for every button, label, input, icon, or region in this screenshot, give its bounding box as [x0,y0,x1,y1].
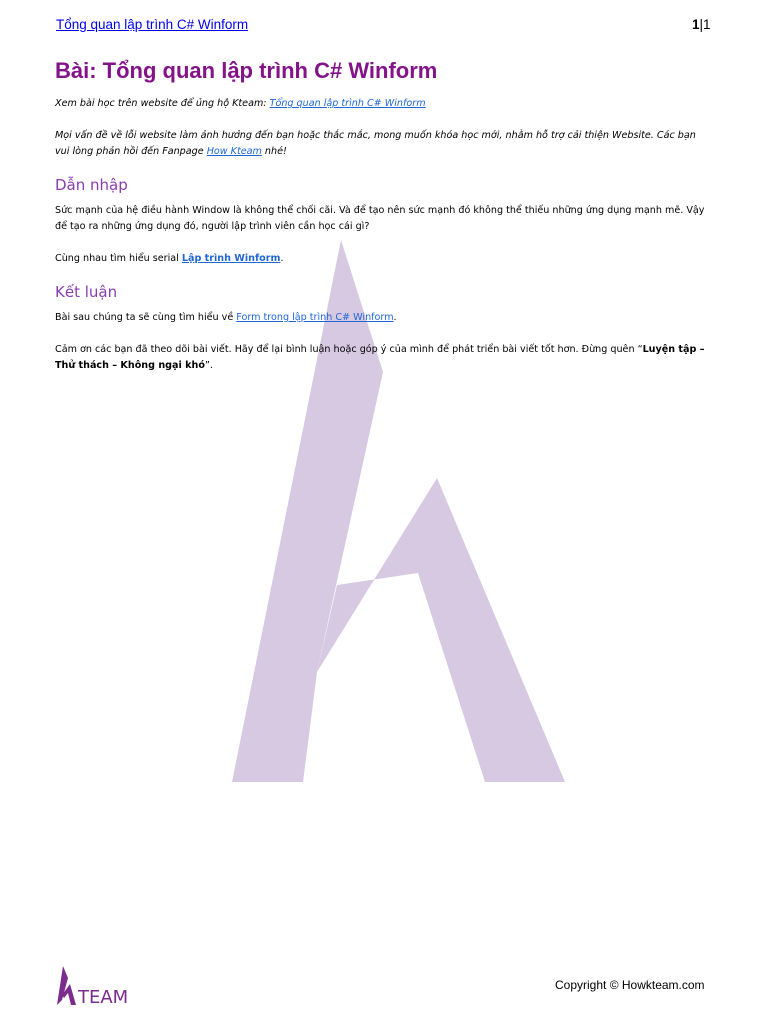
section-heading-intro: Dẫn nhập [55,176,128,194]
footer-copyright: Copyright © Howkteam.com [555,978,705,992]
page-number: 1|1 [692,17,711,32]
feedback-paragraph: Mọi vấn đề về lỗi website làm ảnh hưởng đến bạn hoặc thắc mắc, mong muốn khóa học mới, nhằm hỗ trợ cải thiện Website. Các bạn vui lòng phản hồi đến Fanpage How Kteam nhé! [55,130,696,157]
document-content [55,58,713,374]
fanpage-link[interactable]: How Kteam [206,146,262,157]
next-lesson-link[interactable]: Form trong lập trình C# Winform [236,312,394,323]
winform-series-link[interactable]: Lập trình Winform [181,253,281,264]
page-title: Bài: Tổng quan lập trình C# Winform [55,58,438,83]
logo-text: TEAM [78,987,129,1007]
next-lesson-paragraph: Bài sau chúng ta sẽ cùng tìm hiểu về Form trong lập trình C# Winform. [55,312,397,323]
header-title-link[interactable]: Tổng quan lập trình C# Winform [56,17,249,32]
thanks-paragraph: Cảm ơn các bạn đã theo dõi bài viết. Hãy để lại bình luận hoặc góp ý của mình để phát triển bài viết tốt hơn. Đừng quên “Luyện tập – Thử thách – Không ngại khó”. [55,344,705,371]
lesson-link[interactable]: Tổng quan lập trình C# Winform [269,98,426,109]
section-intro-paragraph: Sức mạnh của hệ điều hành Window là không thể chối cãi. Và để tạo nên sức mạnh đó không thể thiếu những ứng dụng mạnh mẽ. Vậy để tạo ra những ứng dụng đó, người lập trình viên cần học cái gì? [55,205,705,232]
section-heading-conclusion: Kết luận [55,283,118,301]
kteam-logo [56,965,146,1012]
intro-paragraph: Xem bài học trên website để ủng hộ Kteam: Tổng quan lập trình C# Winform [55,98,426,109]
series-paragraph: Cùng nhau tìm hiểu serial Lập trình Winform. [55,253,284,264]
